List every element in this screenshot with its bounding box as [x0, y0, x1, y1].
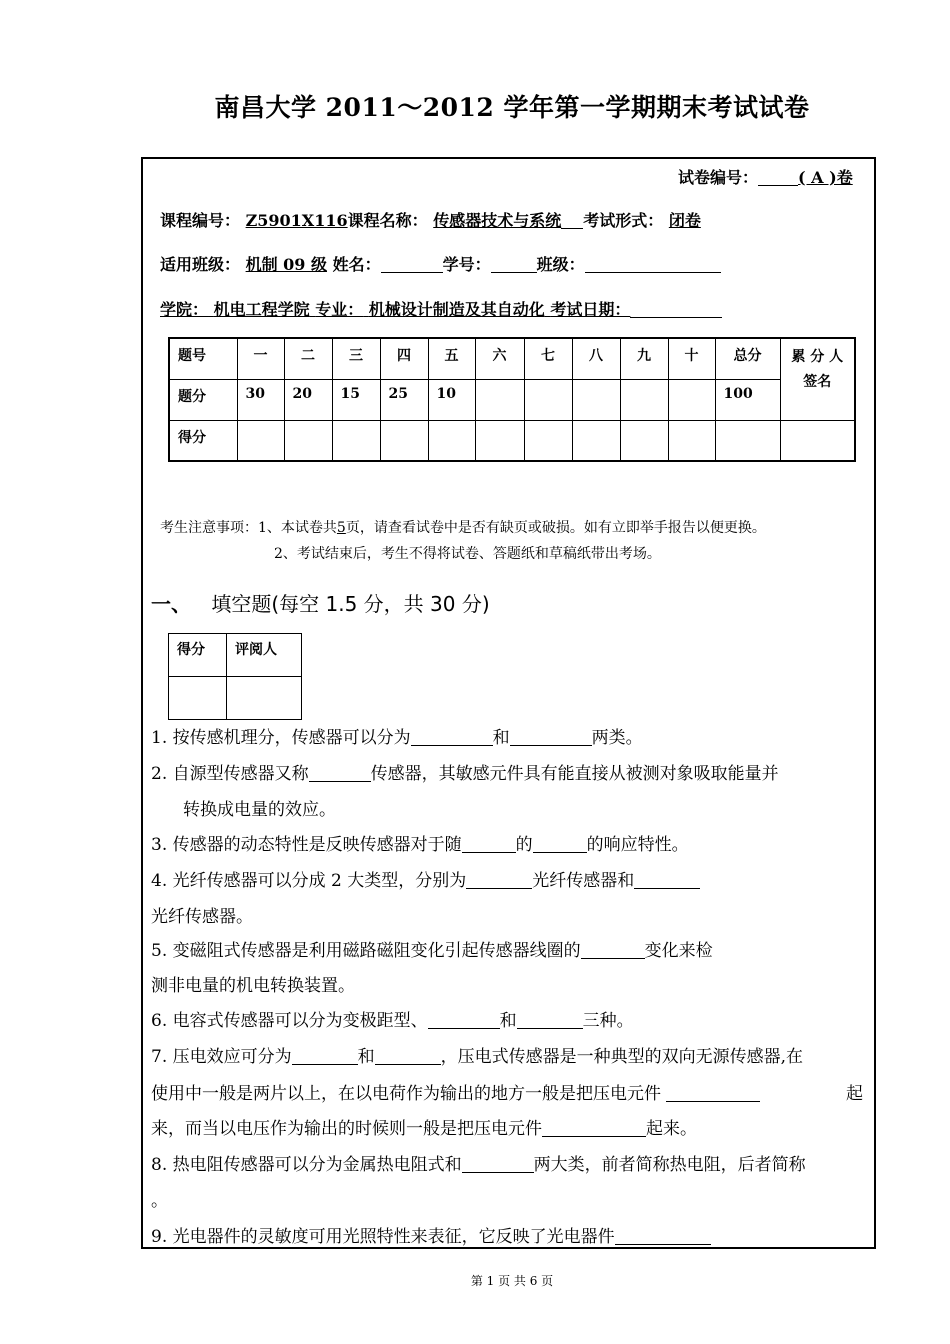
q6-blank-2 [517, 1011, 583, 1029]
earned-8 [572, 420, 620, 461]
q4-blank-1 [466, 871, 532, 889]
q5-text-b: 变化来检 [644, 941, 713, 961]
q7-text-g: 起来。 [646, 1119, 697, 1139]
q7-text-c: ，压电式传感器是一种典型的双向无源传感器,在 [440, 1047, 804, 1067]
name-blank [381, 256, 443, 273]
paper-number-blank [758, 169, 798, 186]
college: 机电工程学院 [213, 300, 310, 319]
points-5: 10 [428, 379, 475, 420]
question-3 [151, 830, 689, 855]
question-7 [151, 1042, 803, 1067]
points-3: 15 [332, 379, 380, 420]
q3-blank-1 [462, 835, 516, 853]
question-9 [151, 1222, 711, 1247]
class2-label: 班级： [536, 255, 585, 274]
section-1-heading [151, 588, 490, 617]
grader-score-blank [169, 677, 227, 720]
signature-label-2: 签名 [803, 374, 832, 390]
question-8-cont: 。 [151, 1191, 168, 1211]
course-code-label: 课程编号： [160, 211, 241, 230]
earned-5 [428, 420, 475, 461]
paper-number-label: 试卷编号： [678, 168, 759, 187]
course-row [160, 208, 701, 231]
student-id-blank [491, 256, 537, 273]
q2-text-a: 2. 自源型传感器又称 [151, 764, 309, 784]
major-label: 专业： [315, 300, 364, 319]
grader-table [168, 633, 302, 720]
q5-blank-1 [581, 941, 645, 959]
exam-title: 南昌大学 2011～2012 学年第一学期期末考试试卷 [214, 93, 810, 122]
question-8 [151, 1150, 806, 1175]
question-1 [151, 723, 643, 748]
q3-blank-2 [533, 835, 587, 853]
section-1-title: 填空题(每空 1.5 分，共 30 分) [211, 592, 490, 616]
college-label: 学院： [160, 300, 209, 319]
score-table [168, 337, 856, 462]
question-2-cont: 转换成电量的效应。 [183, 800, 336, 820]
q7-blank-3 [666, 1084, 760, 1102]
class-label: 适用班级： [160, 255, 241, 274]
q1-text-c: 两类。 [591, 728, 643, 748]
course-name-label: 课程名称： [347, 211, 428, 230]
college-row [160, 297, 722, 320]
q2-blank-1 [309, 764, 371, 782]
name-label: 姓名： [332, 255, 381, 274]
points-10 [668, 379, 715, 420]
grader-score-label: 得分 [169, 634, 227, 677]
earned-4 [380, 420, 428, 461]
grader-reviewer-label: 评阅人 [227, 634, 302, 677]
q4-blank-2 [634, 871, 700, 889]
col-8: 八 [572, 338, 620, 379]
q5-text-a: 5. 变磁阻式传感器是利用磁路磁阻变化引起传感器线圈的 [151, 941, 581, 961]
col-9: 九 [620, 338, 668, 379]
q7-text-e: 起 [846, 1084, 863, 1104]
paper-number-row [678, 165, 853, 188]
notice-line-1 [160, 517, 766, 537]
earned-2 [284, 420, 332, 461]
exam-form-label: 考试形式： [583, 211, 664, 230]
q8-blank-1 [462, 1155, 534, 1173]
q7-text-a: 7. 压电效应可分为 [151, 1047, 292, 1067]
q7-blank-2 [375, 1047, 441, 1065]
points-total: 100 [715, 379, 780, 420]
col-2: 二 [284, 338, 332, 379]
q4-text-b: 光纤传感器和 [532, 871, 635, 891]
question-5-cont: 测非电量的机电转换装置。 [151, 976, 355, 996]
question-7-line-2 [151, 1079, 863, 1104]
q9-blank-1 [615, 1227, 711, 1245]
notice-line-1-pre: 考生注意事项：1、本试卷共 [160, 520, 337, 536]
earned-6 [475, 420, 524, 461]
points-9 [620, 379, 668, 420]
q2-text-b: 传感器，其敏感元件具有能直接从被测对象吸取能量并 [370, 764, 779, 784]
student-id-label: 学号： [442, 255, 491, 274]
course-name: 传感器技术与系统 [433, 211, 562, 230]
question-6 [151, 1006, 634, 1031]
page-footer: 第 1 页 共 6 页 [470, 1274, 554, 1288]
q7-blank-1 [292, 1047, 358, 1065]
q6-text-a: 6. 电容式传感器可以分为变极距型、 [151, 1011, 428, 1031]
question-2 [151, 759, 779, 784]
signature-cell [780, 338, 855, 420]
exam-frame [141, 157, 876, 1249]
q3-text-c: 的响应特性。 [586, 835, 689, 855]
signature-blank [780, 420, 855, 461]
q3-text-a: 3. 传感器的动态特性是反映传感器对于随 [151, 835, 462, 855]
exam-date-blank [630, 301, 722, 318]
q1-blank-1 [411, 728, 493, 746]
earned-3 [332, 420, 380, 461]
q7-text-f: 来，而当以电压作为输出的时候则一般是把压电元件 [151, 1119, 542, 1139]
q1-text-b: 和 [492, 728, 510, 748]
col-7: 七 [524, 338, 572, 379]
exam-date-label: 考试日期： [550, 300, 631, 319]
points-8 [572, 379, 620, 420]
q7-text-b: 和 [357, 1047, 375, 1067]
col-3: 三 [332, 338, 380, 379]
earned-9 [620, 420, 668, 461]
question-5 [151, 936, 713, 961]
points-4: 25 [380, 379, 428, 420]
notice-line-2: 2、考试结束后，考生不得将试卷、答题纸和草稿纸带出考场。 [274, 546, 661, 562]
q6-text-b: 和 [499, 1011, 517, 1031]
earned-total [715, 420, 780, 461]
points-1: 30 [237, 379, 284, 420]
points-7 [524, 379, 572, 420]
earned-1 [237, 420, 284, 461]
q8-text-a: 8. 热电阻传感器可以分为金属热电阻式和 [151, 1155, 462, 1175]
col-5: 五 [428, 338, 475, 379]
q8-text-b: 两大类，前者简称热电阻，后者简称 [533, 1155, 806, 1175]
row-label-points: 题分 [169, 379, 237, 420]
col-1: 一 [237, 338, 284, 379]
earned-10 [668, 420, 715, 461]
col-10: 十 [668, 338, 715, 379]
score-table-points-row [169, 379, 855, 420]
q7-blank-4 [542, 1119, 646, 1137]
col-4: 四 [380, 338, 428, 379]
paper-number-suffix: ( A )卷 [798, 168, 853, 187]
section-1-number: 一、 [151, 592, 191, 616]
grader-reviewer-blank [227, 677, 302, 720]
earned-7 [524, 420, 572, 461]
major: 机械设计制造及其自动化 [368, 300, 545, 319]
course-code: Z5901X116 [245, 211, 348, 230]
q1-text-a: 1. 按传感机理分，传感器可以分为 [151, 728, 411, 748]
notice-page-count: 5 [336, 520, 346, 536]
question-4-cont: 光纤传感器。 [151, 907, 253, 927]
question-4 [151, 866, 700, 891]
q3-text-b: 的 [515, 835, 533, 855]
score-table-earned-row [169, 420, 855, 461]
q6-text-c: 三种。 [582, 1011, 634, 1031]
q7-text-d: 使用中一般是两片以上，在以电荷作为输出的地方一般是把压电元件 [151, 1084, 661, 1104]
class-value: 机制 09 级 [245, 255, 328, 274]
row-label-number: 题号 [169, 338, 237, 379]
q9-text-a: 9. 光电器件的灵敏度可用光照特性来表征，它反映了光电器件 [151, 1227, 615, 1247]
question-7-line-3 [151, 1114, 697, 1139]
student-row [160, 252, 721, 275]
class2-blank [585, 256, 721, 273]
col-total: 总分 [715, 338, 780, 379]
points-2: 20 [284, 379, 332, 420]
row-label-earned: 得分 [169, 420, 237, 461]
q6-blank-1 [428, 1011, 500, 1029]
q1-blank-2 [510, 728, 592, 746]
signature-label-1: 累 分 人 [791, 349, 844, 365]
course-name-blank [561, 212, 583, 229]
notice-line-1-post: 页，请查看试卷中是否有缺页或破损。如有立即举手报告以便更换。 [345, 520, 766, 536]
exam-form: 闭卷 [668, 211, 701, 230]
score-table-header-row [169, 338, 855, 379]
q4-text-a: 4. 光纤传感器可以分成 2 大类型，分别为 [151, 871, 467, 891]
points-6 [475, 379, 524, 420]
col-6: 六 [475, 338, 524, 379]
